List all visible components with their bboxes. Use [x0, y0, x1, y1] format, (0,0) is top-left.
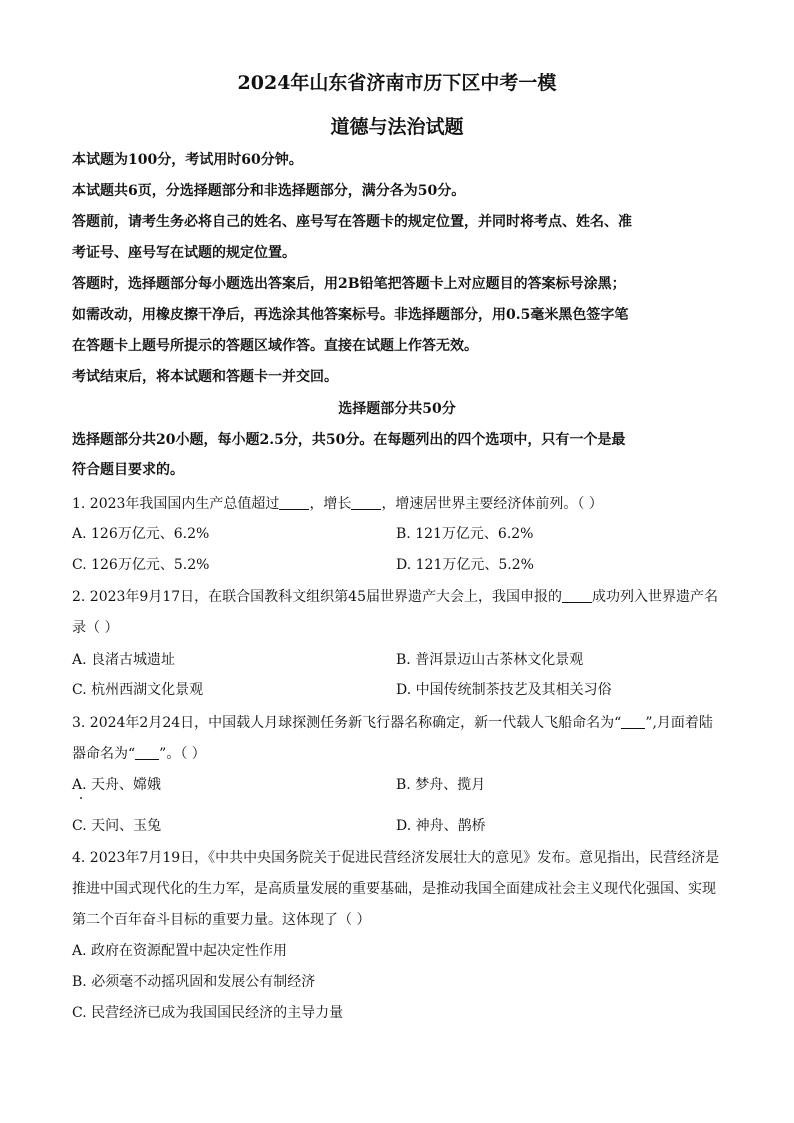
option-a: A. 良渚古城遗址	[72, 652, 176, 668]
fill-blank	[279, 495, 309, 510]
exam-subtitle: 道德与法治试题	[330, 116, 464, 138]
option-c: C. 杭州西湖文化景观	[72, 682, 204, 698]
question-4-stem-cont: 推进中国式现代化的生力军，是高质量发展的重要基础，是推动我国全面建成社会主义现代化强国、实现	[72, 881, 716, 897]
fill-blank	[351, 495, 381, 510]
question-3-stem	[72, 713, 713, 733]
option-a: A. 政府在资源配置中起决定性作用	[72, 943, 288, 959]
option-d: D. 神舟、鹊桥	[396, 818, 486, 834]
question-text: ”。（ ）	[159, 746, 206, 762]
question-text: 3. 2024年2月24日，中国载人月球探测任务新飞行器名称确定，新一代载人飞船命名为“	[72, 715, 622, 731]
instruction-line: 答题前，请考生务必将自己的姓名、座号写在答题卡的规定位置，并同时将考点、姓名、准	[72, 214, 632, 230]
question-3-stem-cont	[72, 744, 206, 764]
option-d: D. 中国传统制茶技艺及其相关习俗	[396, 682, 612, 698]
option-b: B. 普洱景迈山古茶林文化景观	[396, 652, 584, 668]
instruction-line: 本试题为100分，考试用时60分钟。	[72, 152, 303, 168]
option-c: C. 民营经济已成为我国国民经济的主导力量	[72, 1005, 344, 1021]
option-b: B. 梦舟、揽月	[396, 777, 486, 793]
instruction-line: 在答题卡上题号所提示的答题区域作答。直接在试题上作答无效。	[72, 338, 478, 354]
question-2-stem	[72, 587, 718, 607]
option-b: B. 121万亿元、6.2%	[396, 526, 534, 542]
question-2-stem-cont: 录（ ）	[72, 620, 119, 636]
exam-title: 2024年山东省济南市历下区中考一模	[237, 72, 557, 94]
section-heading: 选择题部分共50分	[338, 401, 456, 417]
scan-dot	[80, 797, 82, 799]
instruction-line: 本试题共6页，分选择题部分和非选择题部分，满分各为50分。	[72, 183, 466, 199]
question-text: 2. 2023年9月17日，在联合国教科文组织第45届世界遗产大会上，我国申报的	[72, 589, 562, 605]
fill-blank	[621, 714, 645, 729]
option-a: A. 天舟、嫦娥	[72, 777, 162, 793]
question-text: ，增速居世界主要经济体前列。（ ）	[381, 496, 603, 512]
fill-blank	[562, 588, 592, 603]
instruction-line: 考证号、座号写在试题的规定位置。	[72, 245, 296, 261]
question-text: ，增长	[309, 496, 352, 512]
question-1-stem	[72, 494, 603, 514]
question-4-stem-cont: 第二个百年奋斗目标的重要力量。这体现了（ ）	[72, 912, 371, 928]
fill-blank	[135, 745, 159, 760]
question-text: ”,月面着陆	[645, 715, 713, 731]
option-b: B. 必须毫不动摇巩固和发展公有制经济	[72, 974, 316, 990]
instruction-line: 考试结束后，将本试题和答题卡一并交回。	[72, 369, 338, 385]
question-text: 成功列入世界遗产名	[591, 589, 718, 605]
instruction-line: 如需改动，用橡皮擦干净后，再选涂其他答案标号。非选择题部分，用0.5毫米黑色签字笔	[72, 307, 629, 323]
instruction-line: 答题时，选择题部分每小题选出答案后，用2B铅笔把答题卡上对应题目的答案标号涂黑；	[72, 276, 626, 292]
question-text: 1. 2023年我国国内生产总值超过	[72, 496, 280, 512]
option-a: A. 126万亿元、6.2%	[72, 526, 210, 542]
option-d: D. 121万亿元、5.2%	[396, 557, 534, 573]
question-text: 器命名为“	[72, 746, 136, 762]
question-4-stem: 4. 2023年7月19日，《中共中央国务院关于促进民营经济发展壮大的意见》发布。意见指出，民营经济是	[72, 850, 720, 866]
section-intro: 选择题部分共20小题，每小题2.5分，共50分。在每题列出的四个选项中，只有一个是最	[72, 432, 626, 448]
section-intro: 符合题目要求的。	[72, 462, 184, 478]
option-c: C. 天问、玉兔	[72, 818, 162, 834]
option-c: C. 126万亿元、5.2%	[72, 557, 210, 573]
